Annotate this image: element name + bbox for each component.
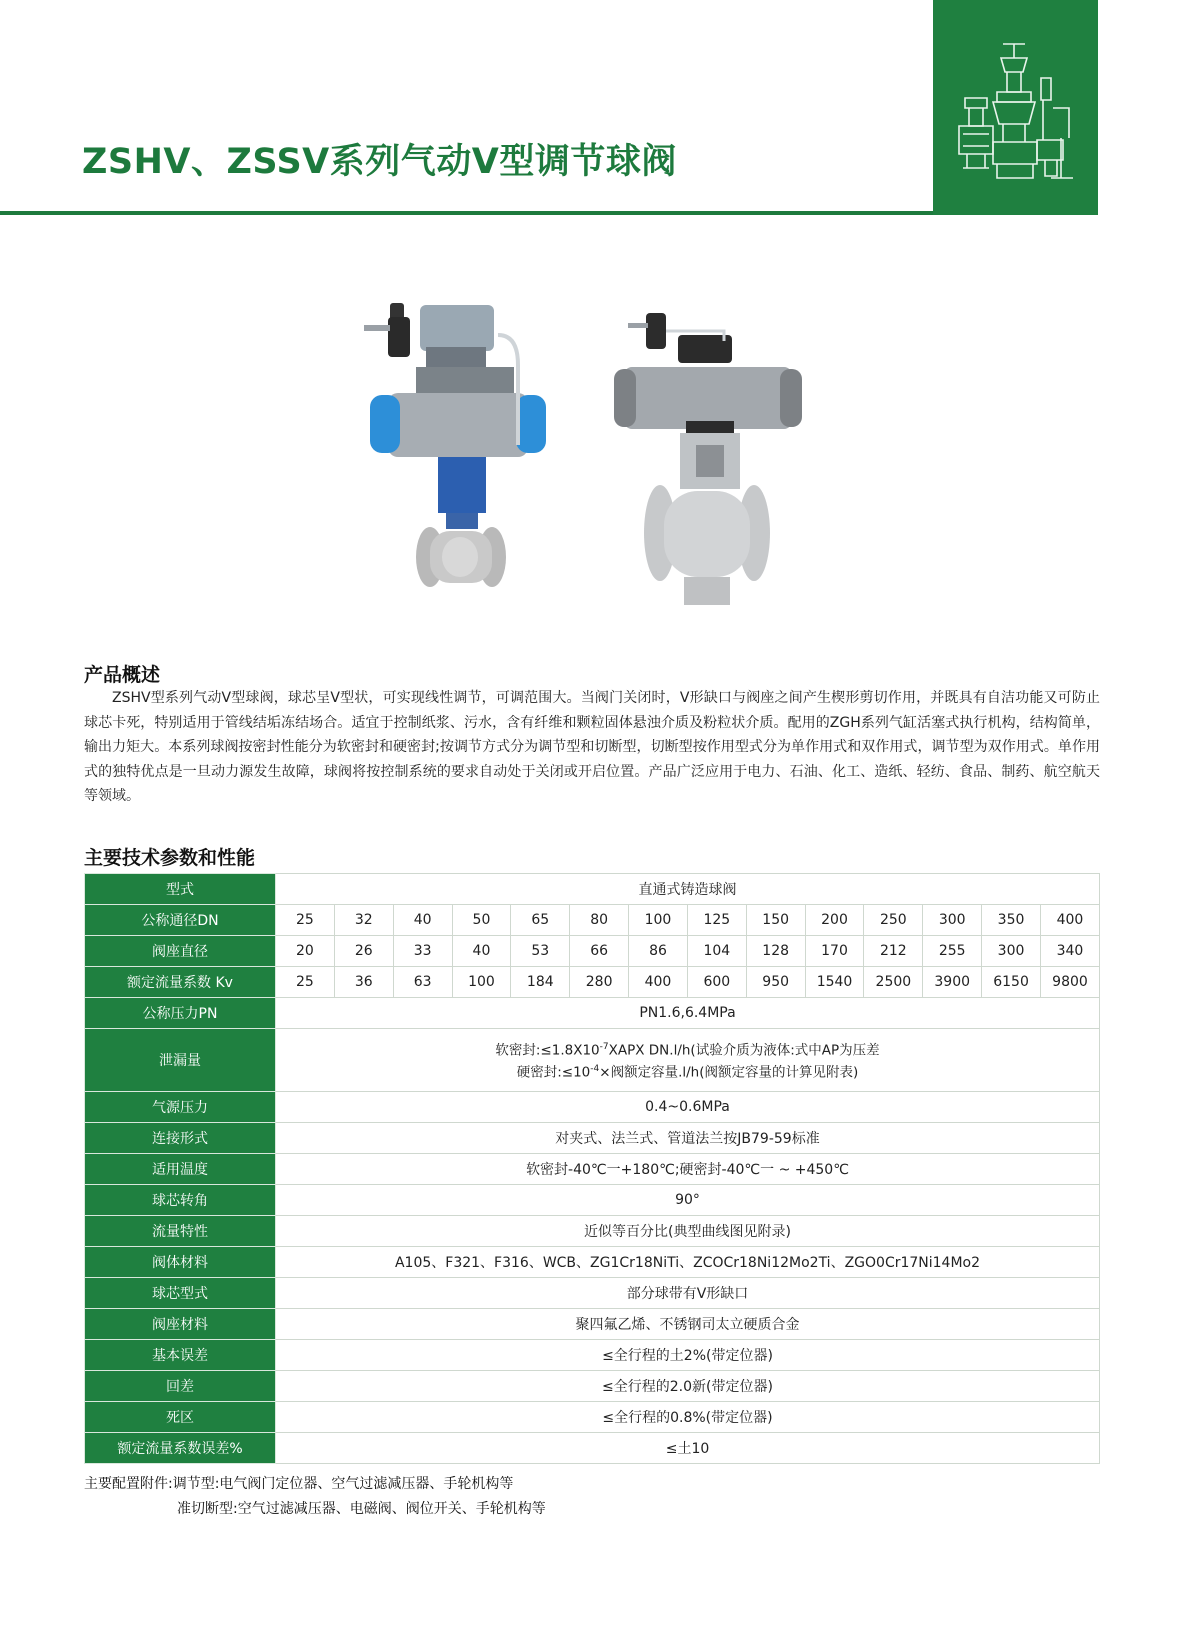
leak-soft-text: 软密封:≤1.8X10 bbox=[495, 1042, 600, 1058]
dn-cell: 32 bbox=[334, 905, 393, 936]
row-label: 基本误差 bbox=[85, 1340, 276, 1371]
row-value: 90° bbox=[276, 1185, 1100, 1216]
kv-cell: 3900 bbox=[923, 967, 982, 998]
row-flow-characteristic bbox=[85, 1216, 1100, 1247]
page-title: ZSHV、ZSSV系列气动V型调节球阀 bbox=[82, 142, 677, 182]
kv-cell: 100 bbox=[452, 967, 511, 998]
spec-table bbox=[84, 873, 1100, 1464]
row-label: 阀体材料 bbox=[85, 1247, 276, 1278]
row-value: 部分球带有V形缺口 bbox=[276, 1278, 1100, 1309]
row-value bbox=[276, 1029, 1100, 1092]
dn-cell: 200 bbox=[805, 905, 864, 936]
dn-cell: 40 bbox=[393, 905, 452, 936]
row-seat-diameter bbox=[85, 936, 1100, 967]
row-label: 适用温度 bbox=[85, 1154, 276, 1185]
valve-photo-left bbox=[364, 303, 546, 587]
leak-hard-exponent: -4 bbox=[590, 1064, 600, 1074]
seat-cell: 33 bbox=[393, 936, 452, 967]
dn-cell: 250 bbox=[864, 905, 923, 936]
row-label: 死区 bbox=[85, 1402, 276, 1433]
leak-soft-exponent: -7 bbox=[599, 1041, 609, 1052]
kv-cell: 950 bbox=[746, 967, 805, 998]
row-value: 软密封-40℃一+180℃;硬密封-40℃一 ~ +450℃ bbox=[276, 1154, 1100, 1185]
overview-heading: 产品概述 bbox=[84, 664, 161, 686]
kv-cell: 9800 bbox=[1040, 967, 1099, 998]
seat-cell: 255 bbox=[923, 936, 982, 967]
kv-cell: 63 bbox=[393, 967, 452, 998]
seat-cell: 66 bbox=[570, 936, 629, 967]
seat-cell: 170 bbox=[805, 936, 864, 967]
row-label: 流量特性 bbox=[85, 1216, 276, 1247]
row-pressure bbox=[85, 998, 1100, 1029]
seat-cell: 53 bbox=[511, 936, 570, 967]
product-photos bbox=[360, 295, 840, 635]
kv-cell: 400 bbox=[629, 967, 688, 998]
row-value: ≤全行程的土2%(带定位器) bbox=[276, 1340, 1100, 1371]
dn-cell: 150 bbox=[746, 905, 805, 936]
row-value: PN1.6,6.4MPa bbox=[276, 998, 1100, 1029]
row-seat-material bbox=[85, 1309, 1100, 1340]
row-label: 额定流量系数 Kv bbox=[85, 967, 276, 998]
row-value: ≤全行程的2.0新(带定位器) bbox=[276, 1371, 1100, 1402]
seat-cell: 86 bbox=[629, 936, 688, 967]
row-value: 聚四氟乙烯、不锈钢司太立硬质合金 bbox=[276, 1309, 1100, 1340]
kv-cell: 25 bbox=[276, 967, 335, 998]
row-hysteresis bbox=[85, 1371, 1100, 1402]
dn-cell: 65 bbox=[511, 905, 570, 936]
dn-cell: 100 bbox=[629, 905, 688, 936]
seat-cell: 212 bbox=[864, 936, 923, 967]
row-label: 气源压力 bbox=[85, 1092, 276, 1123]
kv-cell: 600 bbox=[687, 967, 746, 998]
row-core-type bbox=[85, 1278, 1100, 1309]
accessories-line-1: 主要配置附件:调节型:电气阀门定位器、空气过滤减压器、手轮机构等 bbox=[84, 1476, 514, 1492]
row-rotation-angle bbox=[85, 1185, 1100, 1216]
row-label: 连接形式 bbox=[85, 1123, 276, 1154]
row-air-pressure bbox=[85, 1092, 1100, 1123]
leak-hard-line bbox=[276, 1060, 1099, 1083]
row-value: 近似等百分比(典型曲线图见附录) bbox=[276, 1216, 1100, 1247]
row-basic-error bbox=[85, 1340, 1100, 1371]
accessories-note bbox=[84, 1472, 546, 1522]
header-brand-block bbox=[933, 0, 1098, 215]
kv-cell: 2500 bbox=[864, 967, 923, 998]
row-value: 0.4~0.6MPa bbox=[276, 1092, 1100, 1123]
leak-hard-text-tail: ×阀额定容量.l/h(阀额定容量的计算见附表) bbox=[599, 1064, 859, 1081]
valve-photo-right bbox=[614, 313, 802, 605]
row-value: ≤全行程的0.8%(带定位器) bbox=[276, 1402, 1100, 1433]
dn-cell: 80 bbox=[570, 905, 629, 936]
kv-cell: 280 bbox=[570, 967, 629, 998]
row-label: 公称通径DN bbox=[85, 905, 276, 936]
row-temperature bbox=[85, 1154, 1100, 1185]
row-value: 对夹式、法兰式、管道法兰按JB79-59标准 bbox=[276, 1123, 1100, 1154]
seat-cell: 104 bbox=[687, 936, 746, 967]
row-type bbox=[85, 874, 1100, 905]
row-dn bbox=[85, 905, 1100, 936]
dn-cell: 350 bbox=[982, 905, 1041, 936]
row-dead-band bbox=[85, 1402, 1100, 1433]
row-label: 阀座直径 bbox=[85, 936, 276, 967]
leak-soft-line bbox=[276, 1038, 1099, 1061]
row-label: 额定流量系数误差% bbox=[85, 1433, 276, 1464]
seat-cell: 26 bbox=[334, 936, 393, 967]
seat-cell: 300 bbox=[982, 936, 1041, 967]
row-value: A105、F321、F316、WCB、ZG1Cr18NiTi、ZCOCr18Ni12Mo2Ti、ZGO0Cr17Ni14Mo2 bbox=[276, 1247, 1100, 1278]
kv-cell: 1540 bbox=[805, 967, 864, 998]
leak-soft-text-tail: XAPX DN.l/h(试验介质为液体:式中AP为压差 bbox=[608, 1042, 880, 1058]
row-label: 公称压力PN bbox=[85, 998, 276, 1029]
kv-cell: 36 bbox=[334, 967, 393, 998]
kv-cell: 184 bbox=[511, 967, 570, 998]
seat-cell: 128 bbox=[746, 936, 805, 967]
seat-cell: 340 bbox=[1040, 936, 1099, 967]
accessories-line-2: 准切断型:空气过滤减压器、电磁阀、阀位开关、手轮机构等 bbox=[177, 1501, 546, 1517]
row-value: 直通式铸造球阀 bbox=[276, 874, 1100, 905]
row-leakage bbox=[85, 1029, 1100, 1092]
row-body-material bbox=[85, 1247, 1100, 1278]
row-label: 回差 bbox=[85, 1371, 276, 1402]
seat-cell: 40 bbox=[452, 936, 511, 967]
row-kv-error bbox=[85, 1433, 1100, 1464]
valve-sketch-icon bbox=[953, 38, 1078, 193]
row-value: ≤土10 bbox=[276, 1433, 1100, 1464]
row-label: 球芯型式 bbox=[85, 1278, 276, 1309]
dn-cell: 25 bbox=[276, 905, 335, 936]
row-label: 阀座材料 bbox=[85, 1309, 276, 1340]
dn-cell: 400 bbox=[1040, 905, 1099, 936]
seat-cell: 20 bbox=[276, 936, 335, 967]
dn-cell: 50 bbox=[452, 905, 511, 936]
kv-cell: 6150 bbox=[982, 967, 1041, 998]
row-label: 型式 bbox=[85, 874, 276, 905]
row-label: 球芯转角 bbox=[85, 1185, 276, 1216]
row-connection bbox=[85, 1123, 1100, 1154]
dn-cell: 125 bbox=[687, 905, 746, 936]
overview-body: ZSHV型系列气动V型球阀，球芯呈V型状，可实现线性调节，可调范围大。当阀门关闭时，V形缺口与阀座之间产生楔形剪切作用，并既具有自洁功能又可防止球芯卡死，特别适用于管线结垢冻结场合。适宜于控制纸浆、污水，含有纤维和颗粒固体悬浊介质及粉粒状介质。配用的ZGH系列气缸活塞式执行机构，结构简单，输出力矩大。本系列球阀按密封性能分为软密封和硬密封;按调节方式分为调节型和切断型，切断型按作用型式分为单作用式和双作用式，调节型为双作用式。单作用式的独特优点是一旦动力源发生故障，球阀将按控制系统的要求自动处于关闭或开启位置。产品广泛应用于电力、石油、化工、造纸、轻纺、食品、制药、航空航天等领域。 bbox=[84, 690, 1100, 804]
specs-heading: 主要技术参数和性能 bbox=[84, 847, 256, 869]
row-label: 泄漏量 bbox=[85, 1029, 276, 1092]
dn-cell: 300 bbox=[923, 905, 982, 936]
row-kv bbox=[85, 967, 1100, 998]
leak-hard-text: 硬密封:≤10 bbox=[516, 1064, 591, 1081]
